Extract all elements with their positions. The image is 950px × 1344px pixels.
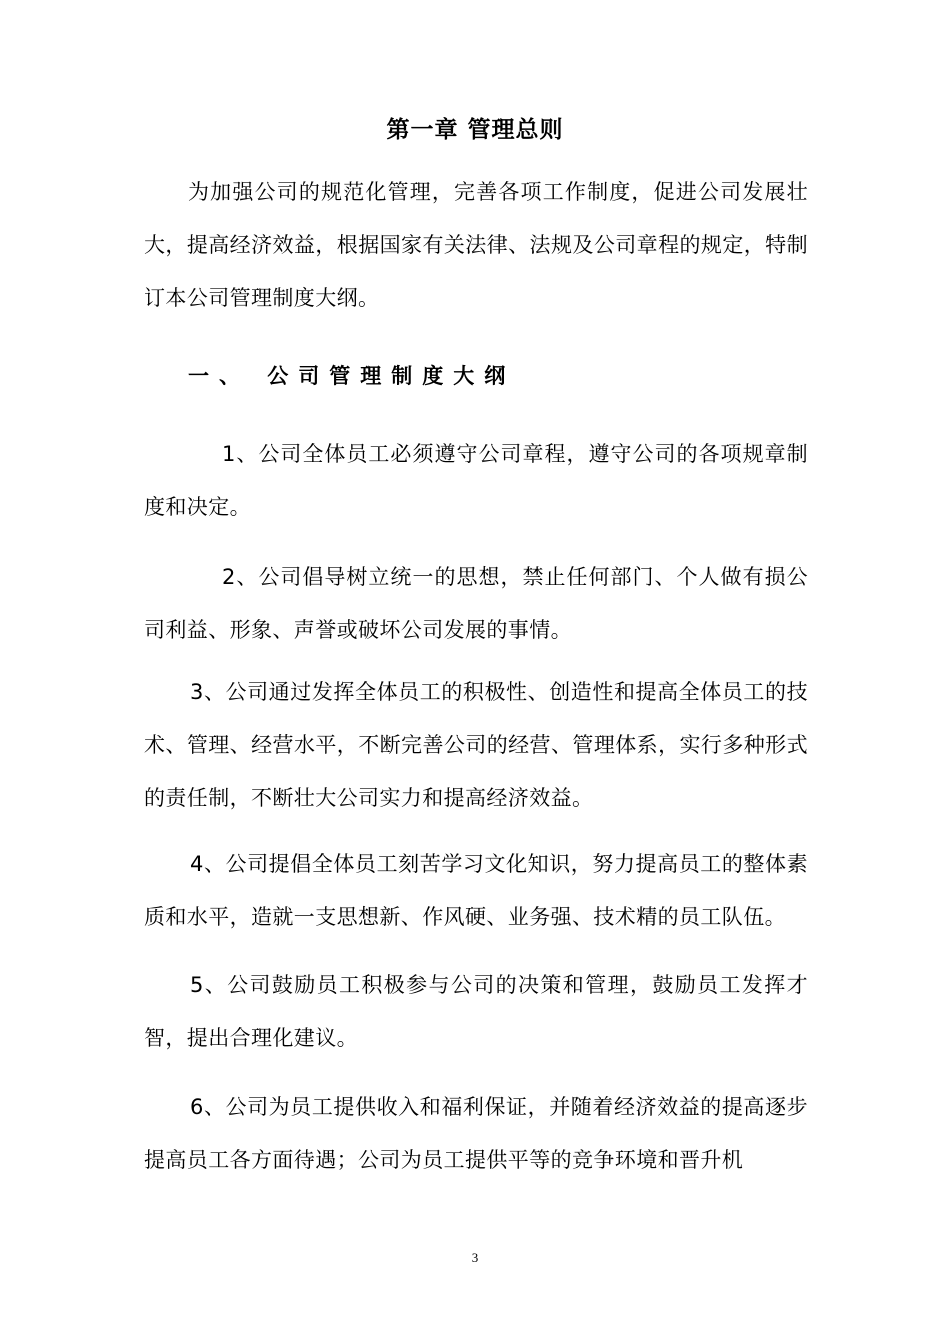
page-number: 3 xyxy=(471,1250,479,1265)
list-item: 3、公司通过发挥全体员工的积极性、创造性和提高全体员工的技术、管理、经营水平，不断完善公司的经营、管理体系，实行多种形式的责任制，不断壮大公司实力和提高经济效益。 xyxy=(144,680,808,810)
intro-paragraph: 为加强公司的规范化管理，完善各项工作制度，促进公司发展壮大，提高经济效益，根据国家有关法律、法规及公司章程的规定，特制订本公司管理制度大纲。 xyxy=(144,180,808,310)
list-item: 2、公司倡导树立统一的思想，禁止任何部门、个人做有损公司利益、形象、声誉或破坏公司发展的事情。 xyxy=(144,565,808,642)
section-heading: 一、 公司管理制度大纲 xyxy=(188,364,516,388)
list-item: 4、公司提倡全体员工刻苦学习文化知识，努力提高员工的整体素质和水平，造就一支思想新、作风硬、业务强、技术精的员工队伍。 xyxy=(144,852,808,929)
list-item: 1、公司全体员工必须遵守公司章程，遵守公司的各项规章制度和决定。 xyxy=(144,442,808,519)
list-item: 5、公司鼓励员工积极参与公司的决策和管理，鼓励员工发挥才智，提出合理化建议。 xyxy=(144,973,808,1050)
list-item: 6、公司为员工提供收入和福利保证，并随着经济效益的提高逐步提高员工各方面待遇；公司为员工提供平等的竞争环境和晋升机 xyxy=(144,1095,808,1172)
chapter-title: 第一章 管理总则 xyxy=(386,117,564,143)
